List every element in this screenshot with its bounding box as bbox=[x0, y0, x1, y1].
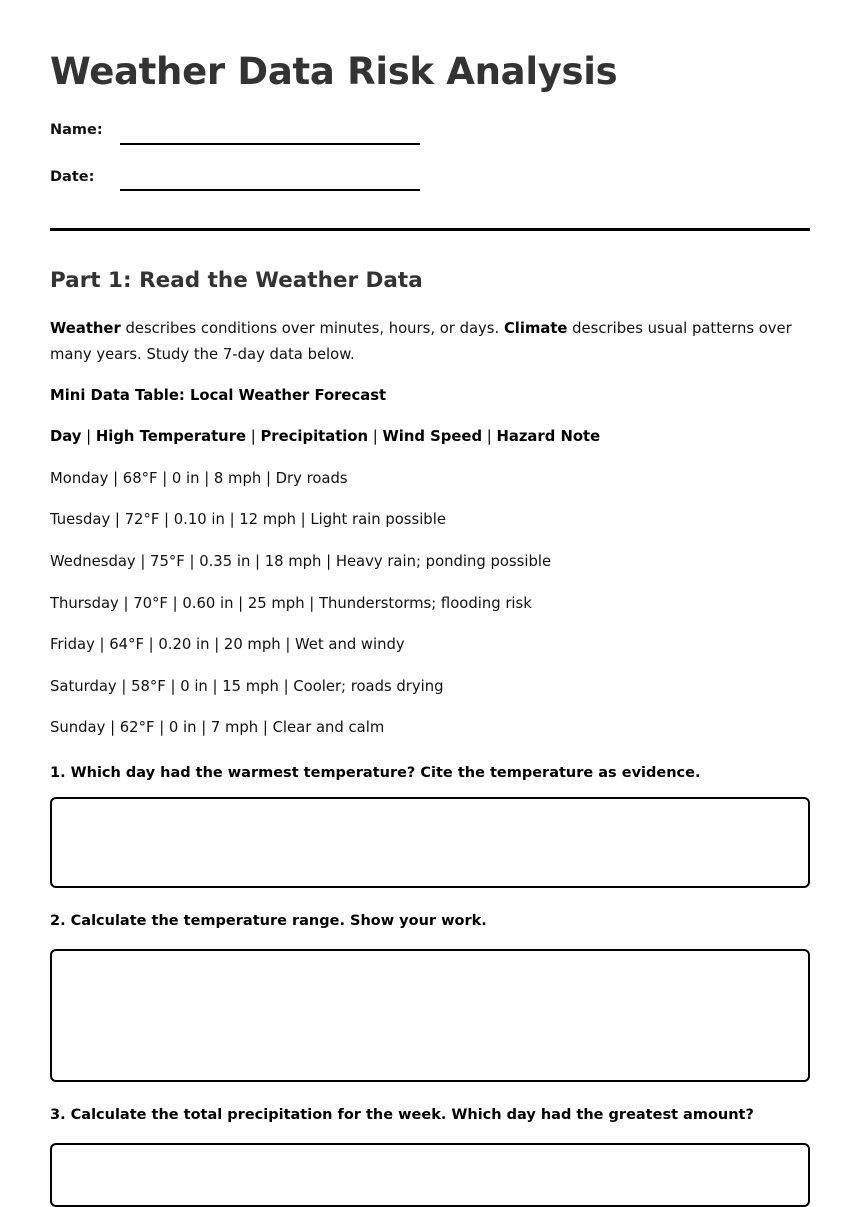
climate-definition: describes usual patterns over many years. Study the 7-day data below. bbox=[50, 320, 792, 363]
question-2: 2. Calculate the temperature range. Show your work. bbox=[50, 913, 487, 929]
column-header: Precipitation bbox=[260, 428, 369, 445]
table-row: Saturday | 58°F | 0 in | 15 mph | Cooler; roads drying bbox=[50, 678, 444, 695]
date-label: Date: bbox=[50, 169, 95, 185]
table-title: Mini Data Table: Local Weather Forecast bbox=[50, 387, 387, 404]
section-divider bbox=[50, 228, 810, 231]
table-row: Tuesday | 72°F | 0.10 in | 12 mph | Light rain possible bbox=[50, 511, 446, 528]
table-row: Monday | 68°F | 0 in | 8 mph | Dry roads bbox=[50, 470, 348, 487]
table-row: Friday | 64°F | 0.20 in | 20 mph | Wet and windy bbox=[50, 636, 405, 653]
column-header: Hazard Note bbox=[496, 428, 601, 445]
table-row: Wednesday | 75°F | 0.35 in | 18 mph | Heavy rain; ponding possible bbox=[50, 553, 552, 570]
section-heading: Part 1: Read the Weather Data bbox=[50, 268, 423, 293]
weather-definition: describes conditions over minutes, hours, or days. bbox=[120, 320, 504, 337]
page-title: Weather Data Risk Analysis bbox=[50, 50, 618, 93]
question-3: 3. Calculate the total precipitation for the week. Which day had the greatest amount? bbox=[50, 1107, 754, 1123]
table-row: Sunday | 62°F | 0 in | 7 mph | Clear and calm bbox=[50, 719, 385, 736]
answer-box-2[interactable] bbox=[50, 949, 810, 1082]
question-1: 1. Which day had the warmest temperature? Cite the temperature as evidence. bbox=[50, 765, 701, 781]
table-header: Day | High Temperature | Precipitation | Wind Speed | Hazard Note bbox=[50, 428, 601, 445]
name-field[interactable] bbox=[120, 143, 420, 145]
table-row: Thursday | 70°F | 0.60 in | 25 mph | Thunderstorms; flooding risk bbox=[50, 595, 532, 612]
column-header: High Temperature bbox=[95, 428, 247, 445]
column-header: Wind Speed bbox=[382, 428, 483, 445]
answer-box-3[interactable] bbox=[50, 1143, 810, 1207]
weather-term: Weather bbox=[50, 320, 121, 337]
intro-paragraph bbox=[50, 316, 810, 368]
climate-term: Climate bbox=[503, 320, 568, 337]
name-label: Name: bbox=[50, 122, 103, 138]
answer-box-1[interactable] bbox=[50, 797, 810, 888]
column-header: Day bbox=[50, 428, 82, 445]
date-field[interactable] bbox=[120, 189, 420, 191]
